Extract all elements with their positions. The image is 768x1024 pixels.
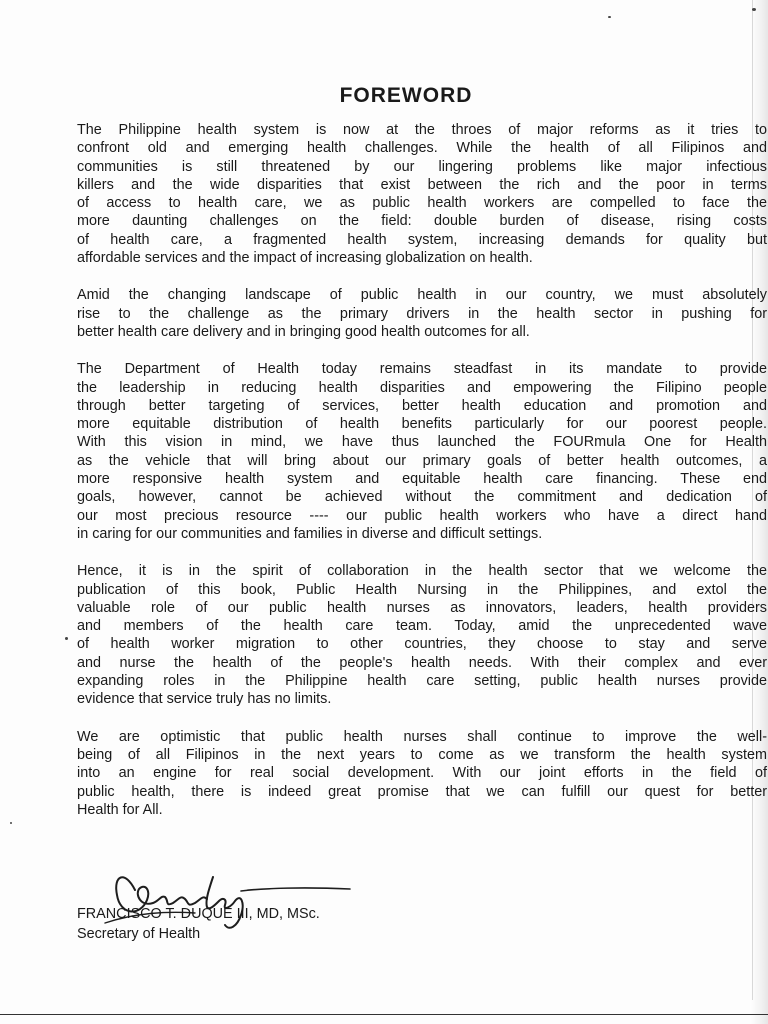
text-line: confront old and emerging health challenges. While the health of all Filipinos and xyxy=(77,140,767,157)
signature-block xyxy=(77,855,477,965)
paragraph-2 xyxy=(77,286,767,341)
text-line: Hence, it is in the spirit of collaboration in the health sector that we welcome the xyxy=(77,563,767,580)
text-line: affordable services and the impact of increasing globalization on health. xyxy=(77,250,533,267)
text-line: of access to health care, we as public health workers are compelled to face the xyxy=(77,195,767,212)
text-line: The Philippine health system is now at the throes of major reforms as it tries to xyxy=(77,122,767,138)
paragraph-4 xyxy=(77,562,767,708)
text-line: expanding roles in the Philippine health care setting, public health nurses provide xyxy=(77,673,767,690)
text-line: killers and the wide disparities that exist between the rich and the poor in terms xyxy=(77,176,767,193)
text-line: in caring for our communities and families in diverse and difficult settings. xyxy=(77,525,543,542)
text-line: more equitable distribution of health benefits particularly for our poorest people. xyxy=(77,416,767,433)
text-line: being of all Filipinos in the next years to come as we transform the health system xyxy=(77,746,767,763)
text-line: goals, however, cannot be achieved without the commitment and dedication of xyxy=(77,489,767,506)
signer-name: FRANCISCO T. DUQUE III, MD, MSc. xyxy=(77,906,320,922)
text-line: of health worker migration to other countries, they choose to stay and serve xyxy=(77,636,767,653)
text-line: rise to the challenge as the primary drivers in the health sector in pushing for xyxy=(77,305,767,322)
text-line: more daunting challenges on the field: double burden of disease, rising costs xyxy=(77,213,767,230)
text-line: the leadership in reducing health disparities and empowering the Filipino people xyxy=(77,379,767,396)
paragraph-3 xyxy=(77,360,767,543)
text-line: of health care, a fragmented health system, increasing demands for quality but xyxy=(77,231,767,248)
page-title: FOREWORD xyxy=(339,84,473,107)
text-line: and members of the health care team. Today, amid the unprecedented wave xyxy=(77,618,767,635)
text-line: valuable role of our public health nurses as innovators, leaders, health providers xyxy=(77,599,767,616)
text-line: and nurse the health of the people's health needs. With their complex and ever xyxy=(77,654,767,671)
signer-title: Secretary of Health xyxy=(77,926,201,942)
foreword-body xyxy=(77,121,767,838)
scan-speck xyxy=(608,16,611,18)
scan-speck xyxy=(10,822,12,824)
page-bottom-edge xyxy=(0,1014,768,1015)
text-line: With this vision in mind, we have thus launched the FOURmula One for Health xyxy=(77,434,767,451)
scan-speck xyxy=(65,637,68,640)
text-line: We are optimistic that public health nurses shall continue to improve the well- xyxy=(77,728,767,745)
text-line: public health, there is indeed great promise that we can fulfill our quest for better xyxy=(77,783,767,800)
text-line: Amid the changing landscape of public health in our country, we must absolutely xyxy=(77,287,767,304)
text-line: our most precious resource ---- our public health workers who have a direct hand xyxy=(77,507,767,524)
text-line: more responsive health system and equitable health care financing. These end xyxy=(77,471,767,488)
text-line: communities is still threatened by our lingering problems like major infectious xyxy=(77,158,767,175)
text-line: better health care delivery and in bringing good health outcomes for all. xyxy=(77,323,530,340)
text-line: Health for All. xyxy=(77,801,163,818)
paragraph-5 xyxy=(77,728,767,819)
scan-speck xyxy=(752,8,756,11)
text-line: as the vehicle that will bring about our primary goals of better health outcomes, a xyxy=(77,452,767,469)
text-line: publication of this book, Public Health Nursing in the Philippines, and extol the xyxy=(77,581,767,598)
text-line: evidence that service truly has no limits. xyxy=(77,691,332,708)
text-line: through better targeting of services, better health education and promotion and xyxy=(77,397,767,414)
text-line: The Department of Health today remains steadfast in its mandate to provide xyxy=(77,361,767,378)
text-line: into an engine for real social development. With our joint efforts in the field of xyxy=(77,765,767,782)
paragraph-1 xyxy=(77,121,767,267)
